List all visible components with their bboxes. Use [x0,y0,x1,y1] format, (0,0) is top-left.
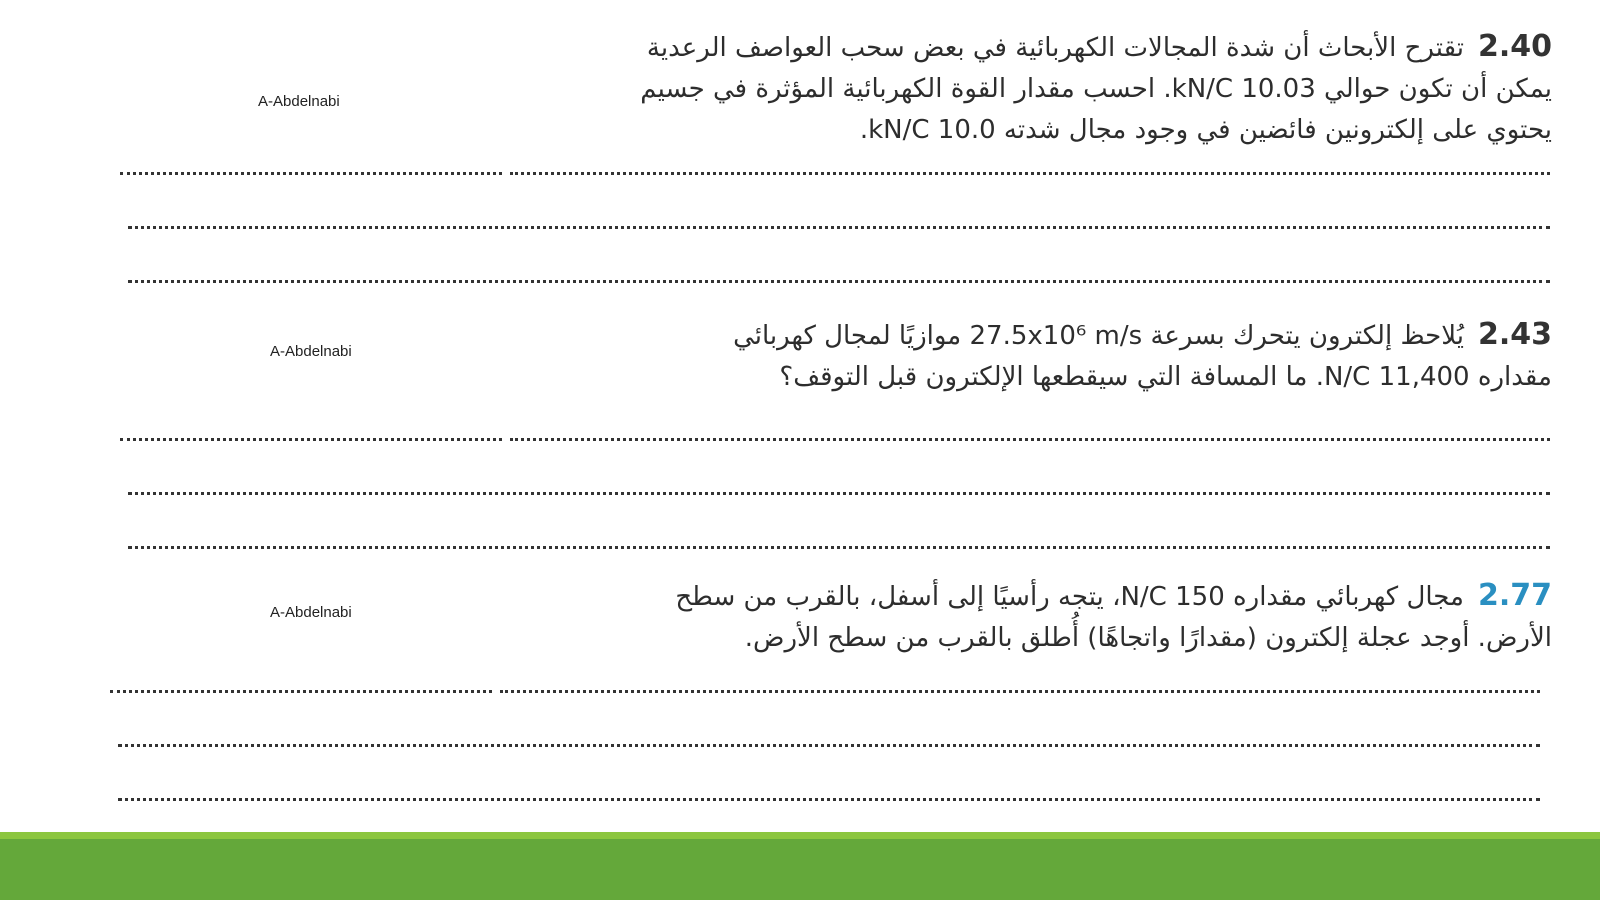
footer-bar [0,839,1600,900]
answer-line [118,798,1540,801]
answer-line [128,492,1550,495]
problem-number: 2.77 [1477,578,1552,613]
problem-text: تقترح الأبحاث أن شدة المجالات الكهربائية في بعض سحب العواصف الرعدية [646,33,1464,63]
answer-line [510,172,1550,175]
answer-line [120,438,502,441]
problem-line: الأرض. أوجد عجلة إلكترون (مقدارًا واتجاهًا) أُطلق بالقرب من سطح الأرض. [744,623,1552,653]
footer-accent-strip [0,832,1600,839]
answer-line [110,690,492,693]
problem-text: مجال كهربائي مقداره 150 N/C، يتجه رأسيًا إلى أسفل، بالقرب من سطح [675,582,1464,612]
answer-line [128,280,1550,283]
author-watermark: A-Abdelnabi [270,604,352,621]
answer-line [128,226,1550,229]
answer-line [118,744,1540,747]
problem-number: 2.40 [1477,29,1552,64]
problem-2-77 [675,575,1552,659]
problem-line: مقداره 11,400 N/C. ما المسافة التي سيقطعها الإلكترون قبل التوقف؟ [779,362,1552,392]
problem-2-43 [733,314,1552,398]
author-watermark: A-Abdelnabi [270,343,352,360]
problem-line: يمكن أن تكون حوالي 10.03 kN/C. احسب مقدار القوة الكهربائية المؤثرة في جسيم [640,74,1552,104]
problem-line [640,26,1552,69]
problem-line: يحتوي على إلكترونين فائضين في وجود مجال شدته 10.0 kN/C. [859,115,1552,145]
author-watermark: A-Abdelnabi [258,93,340,110]
answer-line [120,172,502,175]
problem-text: يُلاحظ إلكترون يتحرك بسرعة 27.5x10⁶ m/s موازيًا لمجال كهربائي [733,321,1464,351]
problem-line [733,314,1552,357]
answer-line [500,690,1540,693]
answer-line [128,546,1550,549]
problem-line [675,575,1552,618]
problem-2-40 [640,26,1552,151]
answer-line [510,438,1550,441]
problem-number: 2.43 [1477,317,1552,352]
